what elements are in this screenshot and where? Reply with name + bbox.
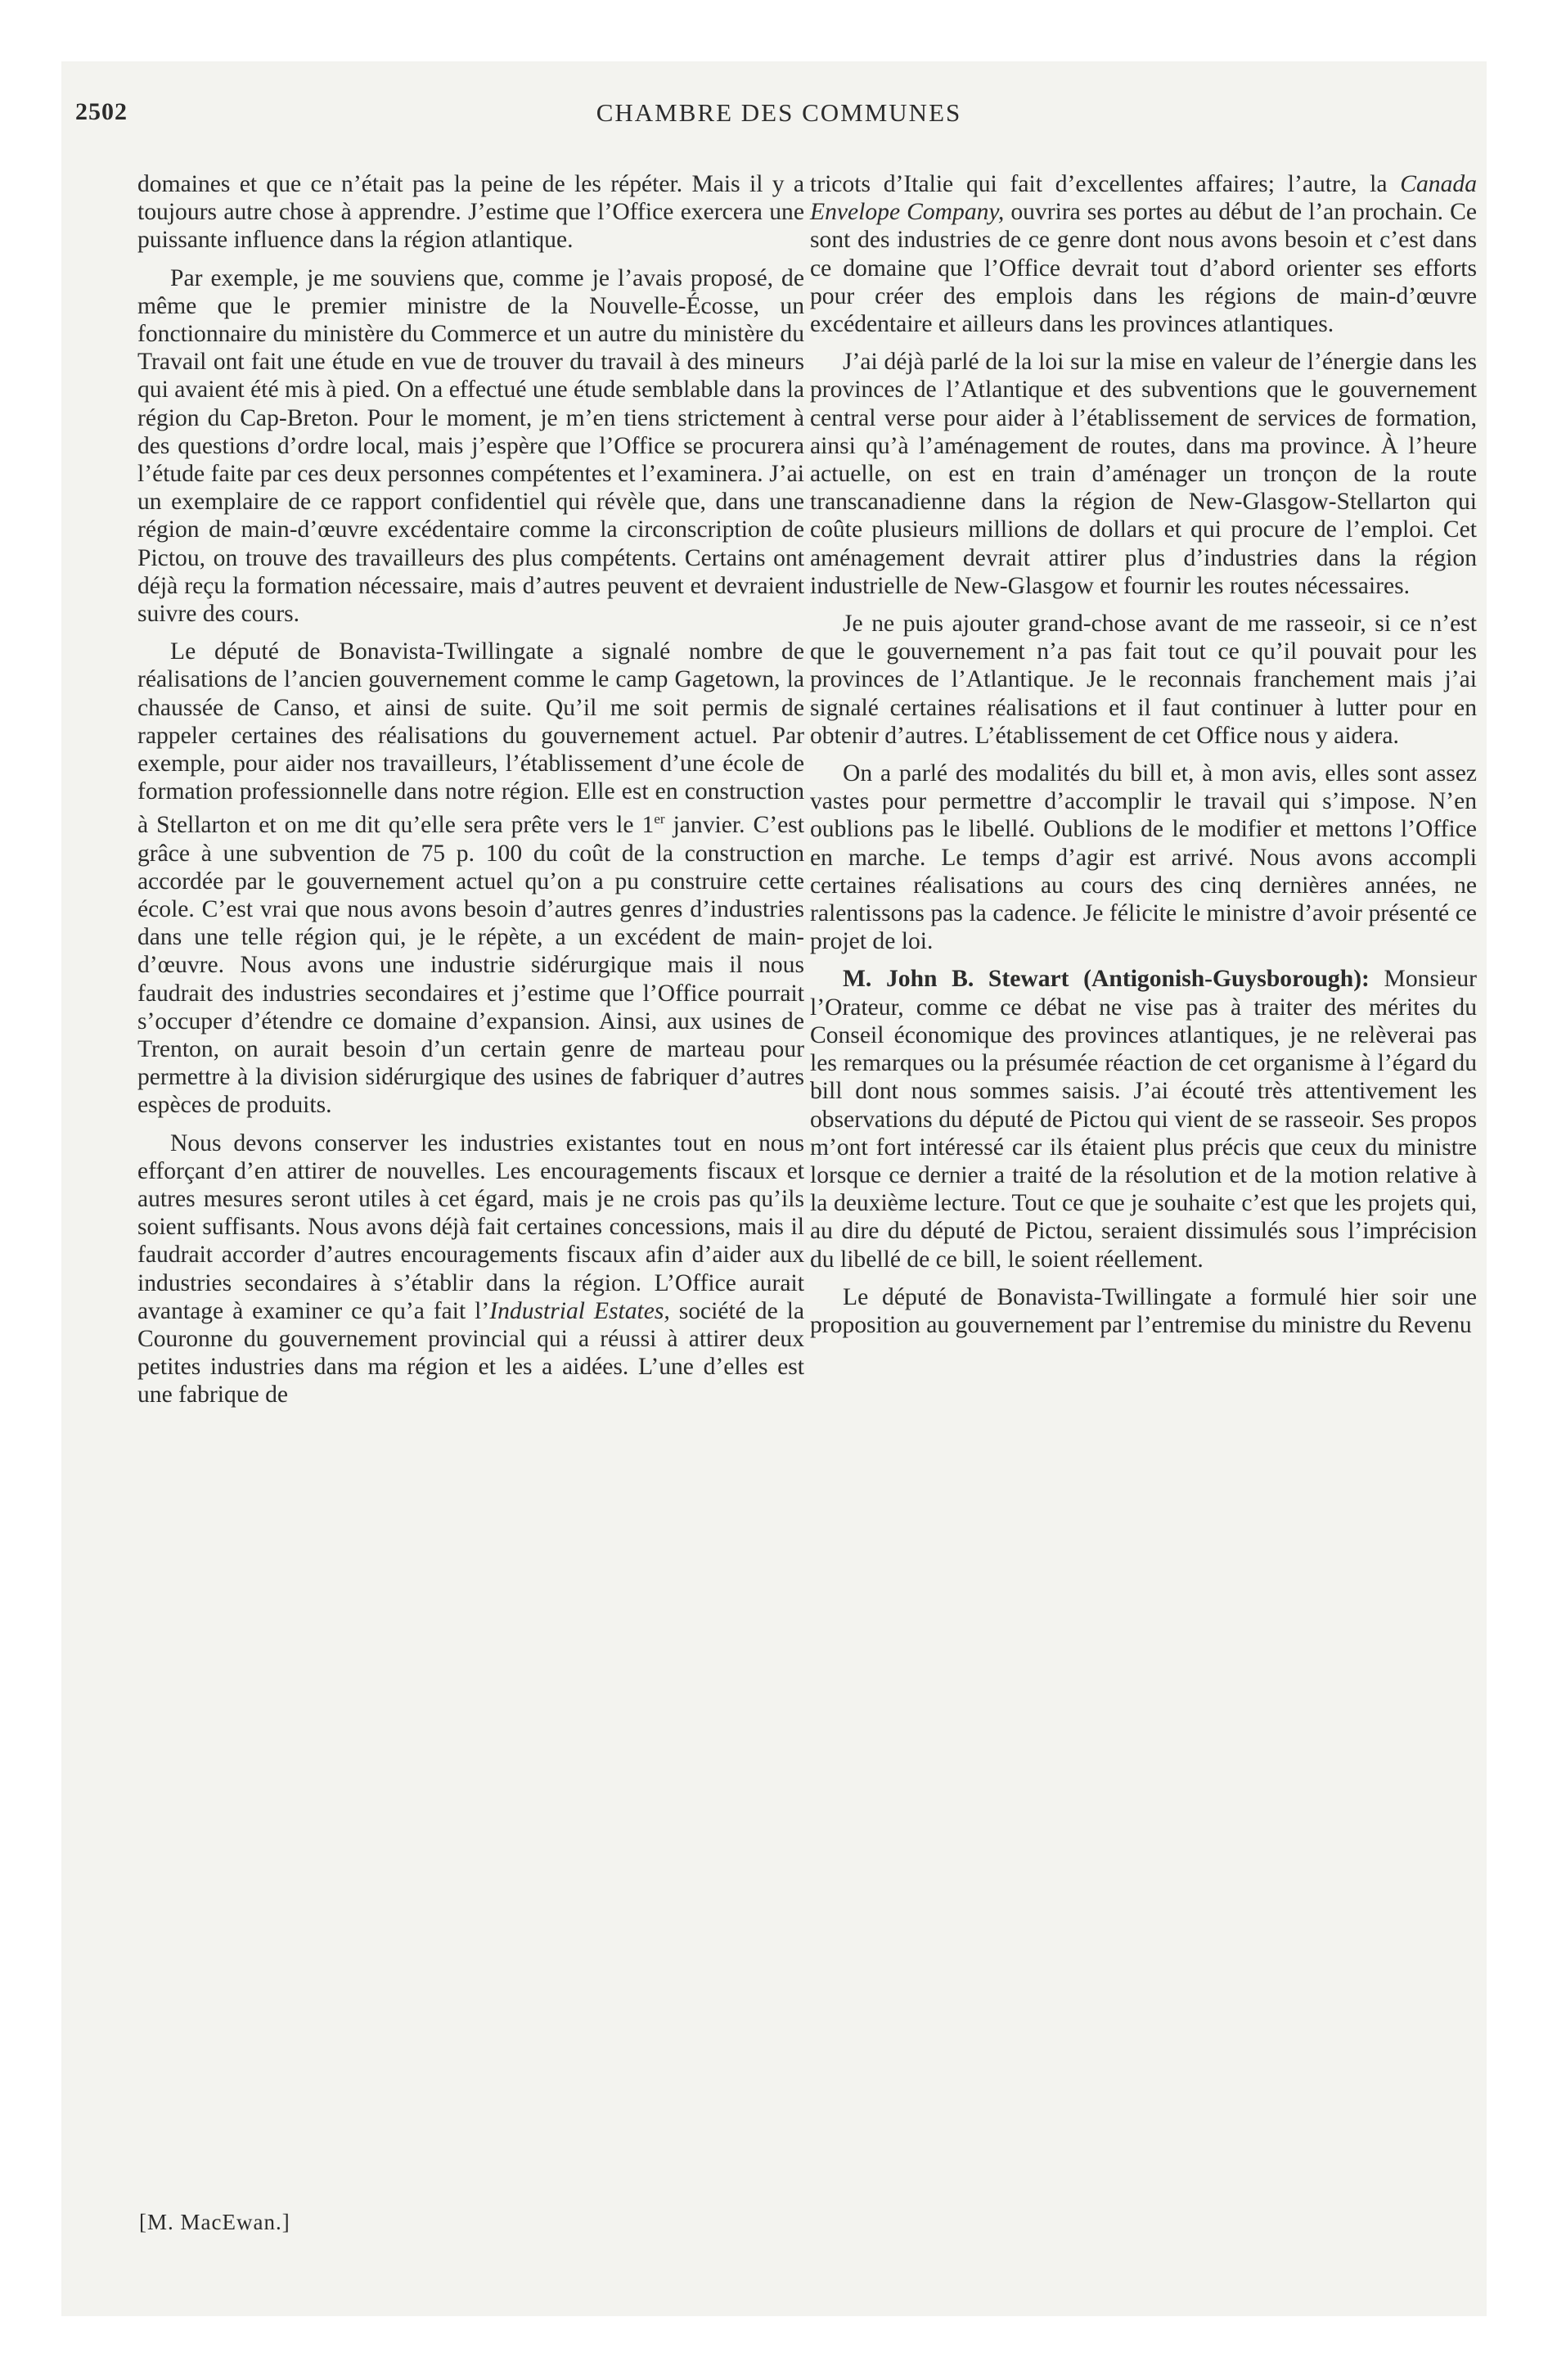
left-column	[137, 170, 804, 1419]
paragraph: Par exemple, je me souviens que, comme je l’avais proposé, de même que le premier ministre de la Nouvelle-Écosse, un fonctionnaire du ministère du Commerce et un autre du ministère du Travail ont fait une étude en vue de trouver du travail à des mineurs qui avaient été mis à pied. On a effectué une étude semblable dans la région du Cap-Breton. Pour le moment, je m’en tiens strictement à des questions d’ordre local, mais j’espère que l’Office se procurera l’étude faite par ces deux personnes compétentes et l’examinera. J’ai un exemplaire de ce rapport confidentiel qui révèle que, dans une région de main-d’œuvre excédentaire comme la circonscription de Pictou, on trouve des travailleurs des plus compétents. Certains ont déjà reçu la formation nécessaire, mais d’autres peuvent et devraient suivre des cours.	[137, 264, 804, 628]
paragraph: domaines et que ce n’était pas la peine de les répéter. Mais il y a toujours autre chose à apprendre. J’estime que l’Office exercera une puissante influence dans la région atlantique.	[137, 171, 804, 254]
paragraph-text: Le député de Bonavista-Twillingate a signalé nombre de réalisations de l’ancien gouvernement comme le camp Gagetown, la chaussée de Canso, et ainsi de suite. Qu’il me soit permis de rappeler certaines des réalisations du gouvernement actuel. Par exemple, pour aider nos travailleurs, l’établissement d’une école de formation professionnelle dans notre région. Elle est en construction à Stellarton et on me dit qu’elle sera prête vers le 1	[137, 638, 804, 839]
speaker-name: M. John B. Stewart (Antigonish-Guysborough):	[843, 966, 1370, 993]
paragraph-text: Nous devons conserver les industries existantes tout en nous efforçant d’en attirer de nouvelles. Les encouragements fiscaux et autres mesures seront utiles à cet égard, mais je ne crois pas qu’ils soient suffisants. Nous avons déjà fait certaines concessions, mais il faudrait accorder d’autres encouragements fiscaux afin d’aider aux industries secondaires à s’établir dans la région. L’Office aurait avantage à examiner ce qu’a fait l’	[137, 1129, 804, 1324]
paragraph-text: ouvrira ses portes au début de l’an prochain. Ce sont des industries de ce genre dont nous avons besoin et c’est dans ce domaine que l’Office devrait tout d’abord orienter ses efforts pour créer des emplois dans les régions de main-d’œuvre excédentaire et ailleurs dans les provinces atlantiques.	[810, 199, 1477, 338]
paragraph-text: Monsieur l’Orateur, comme ce débat ne vise pas à traiter des mérites du Conseil économique des provinces atlantiques, je ne relèverai pas les remarques ou la présumée réaction de cet organisme à l’égard du bill dont nous sommes saisis. J’ai écouté très attentivement les observations du député de Pictou qui vient de se rasseoir. Ses propos m’ont fort intéressé car ils étaient plus précis que ceux du ministre lorsque ce dernier a traité de la résolution et de la motion relative à la deuxième lecture. Tout ce que je souhaite c’est que les projets qui, au dire du député de Pictou, seraient dissimulés sous l’imprécision du libellé de ce bill, le soient réellement.	[810, 966, 1477, 1273]
italic-name: Industrial Estates,	[489, 1297, 670, 1324]
paragraph: Je ne puis ajouter grand-chose avant de me rasseoir, si ce n’est que le gouvernement n’a pas fait tout ce qu’il pouvait pour les provinces de l’Atlantique. Je le reconnais franchement mais j’ai signalé certaines réalisations et il faut continuer à lutter pour en obtenir d’autres. L’établissement de cet Office nous y aidera.	[810, 611, 1477, 749]
paragraph: On a parlé des modalités du bill et, à mon avis, elles sont assez vastes pour permettre d’accomplir le travail qui s’impose. N’en oublions pas le libellé. Oublions de le modifier et mettons l’Office en marche. Le temps d’agir est arrivé. Nous avons accompli certaines réalisations au cours des cinq dernières années, ne ralentissons pas la cadence. Je félicite le ministre d’avoir présenté ce projet de loi.	[810, 760, 1477, 955]
paragraph-text: tricots d’Italie qui fait d’excellentes affaires; l’autre, la	[810, 171, 1401, 197]
page-number: 2502	[75, 98, 128, 125]
right-column	[810, 170, 1477, 1349]
running-head: CHAMBRE DES COMMUNES	[596, 98, 962, 127]
page-header	[75, 98, 1483, 139]
paragraph: J’ai déjà parlé de la loi sur la mise en valeur de l’énergie dans les provinces de l’Atlantique et des subventions que le gouvernement central verse pour aider à l’établissement de services de formation, ainsi qu’à l’aménagement de routes, dans ma province. À l’heure actuelle, on est en train d’aménager un tronçon de la route transcanadienne dans la région de New-Glasgow-Stellarton qui coûte plusieurs millions de dollars et qui procure de l’emploi. Cet aménagement devrait attirer plus d’industries dans la région industrielle de New-Glasgow et fournir les routes nécessaires.	[810, 349, 1477, 599]
italic-name: Canada Envelope Company,	[810, 171, 1477, 226]
paragraph-text: société de la Couronne du gouvernement provincial qui a réussi à attirer deux petites industries dans ma région et les a aidées. L’une d’elles est une fabrique de	[137, 1297, 804, 1409]
paragraph	[810, 170, 1477, 338]
paragraph: Le député de Bonavista-Twillingate a formulé hier soir une proposition au gouvernement par l’entremise du ministre du Revenu	[810, 1283, 1477, 1338]
paragraph	[137, 638, 804, 1119]
paragraph	[810, 965, 1477, 1273]
ordinal-superscript: er	[654, 811, 665, 827]
speaker-attribution: [M. MacEwan.]	[139, 2210, 290, 2234]
paragraph	[137, 1129, 804, 1409]
paragraph-text: janvier. C’est grâce à une subvention de 75 p. 100 du coût de la construction accordée par le gouvernement actuel qu’on a pu construire cette école. C’est vrai que nous avons besoin d’autres genres d’industries dans une telle région qui, je le répète, a un excédent de main-d’œuvre. Nous avons une industrie sidérurgique mais il nous faudrait des industries secondaires et j’estime que l’Office pourrait s’occuper d’étendre ce domaine d’expansion. Ainsi, aux usines de Trenton, on aurait besoin d’un certain genre de marteau pour permettre à la division sidérurgique des usines de fabriquer d’autres espèces de produits.	[137, 812, 804, 1119]
